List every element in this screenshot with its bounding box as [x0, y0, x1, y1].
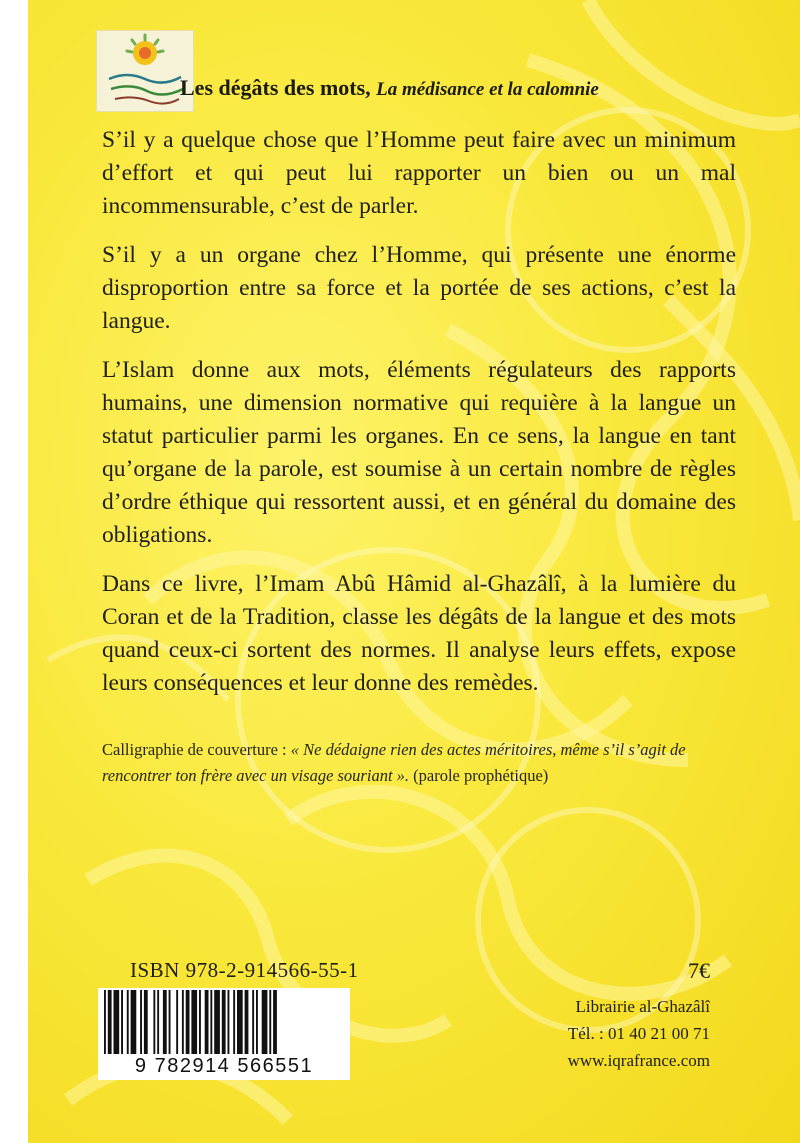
blurb-paragraph-2: S’il y a un organe chez l’Homme, qui présente une énorme disproportion entre sa force et la portée de ses actions, c’est la langue.	[102, 242, 736, 334]
barcode-digits: 9 782914 566551	[98, 1054, 350, 1078]
blurb-paragraph-3: L’Islam donne aux mots, éléments régulateurs des rapports humains, une dimension normative qui requière à la langue un statut particulier parmi les organes. En ce sens, la langue en tant qu’organe de la parole, est soumise à un certain nombre de règles d’ordre éthique qui ressortent aussi, et en général du domaine des obligations.	[102, 357, 736, 548]
barcode-bars	[98, 988, 350, 1058]
book-title: Les dégâts des mots,	[180, 75, 371, 100]
publisher-info	[473, 993, 710, 1074]
book-subtitle: La médisance et la calomnie	[376, 79, 599, 100]
blurb	[102, 124, 736, 716]
credit-label: Calligraphie de couverture :	[102, 740, 287, 759]
calligraphy-credit	[102, 737, 742, 789]
price: 7€	[688, 958, 710, 983]
credit-quote: « Ne dédaigne rien des actes méritoires, même s’il s’agit de rencontrer ton frère avec un visage souriant ».	[102, 740, 686, 785]
publisher-website: www.iqrafrance.com	[567, 1051, 710, 1070]
blurb-paragraph-4: Dans ce livre, l’Imam Abû Hâmid al-Ghazâlî, à la lumière du Coran et de la Tradition, classe les dégâts de la langue et des mots quand ceux-ci sortent des normes. Il analyse leurs effets, expose leurs conséquences et leur donne des remèdes.	[102, 571, 736, 696]
publisher-name: Librairie al-Ghazâlî	[575, 997, 710, 1016]
blurb-paragraph-1: S’il y a quelque chose que l’Homme peut faire avec un minimum d’effort et qui peut lui rapporter un bien ou un mal incommensurable, c’est de parler.	[102, 127, 736, 219]
barcode	[98, 988, 350, 1080]
isbn-number: ISBN 978-2-914566-55-1	[130, 958, 359, 982]
book-title-heading	[180, 75, 780, 101]
back-cover	[28, 0, 800, 1143]
credit-source: (parole prophétique)	[413, 766, 549, 785]
publisher-phone: Tél. : 01 40 21 00 71	[567, 1024, 710, 1043]
